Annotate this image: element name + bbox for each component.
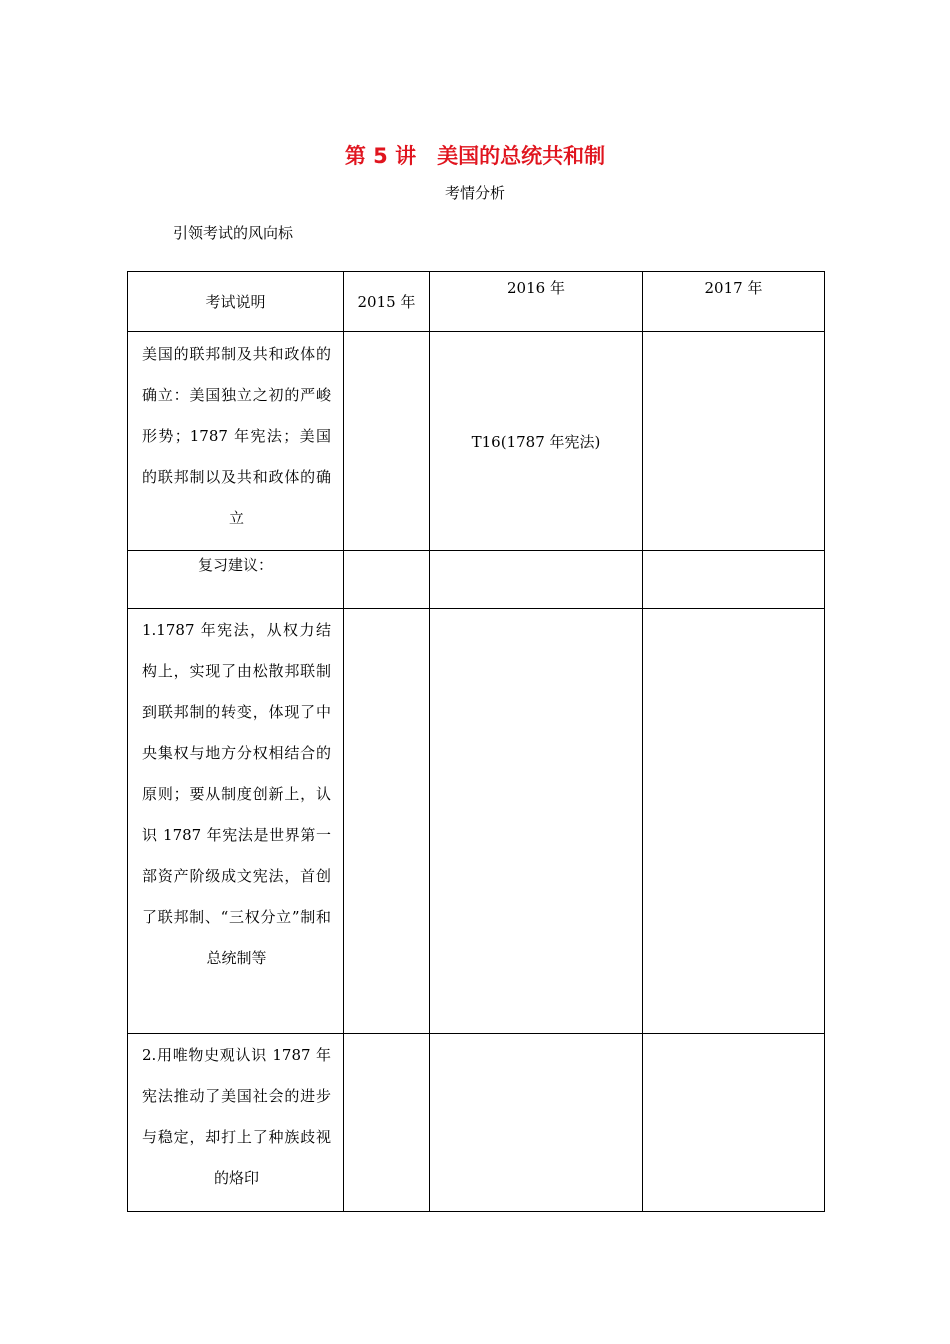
table-row	[128, 609, 825, 1034]
year-2015-cell	[344, 332, 430, 551]
year-2015-cell	[344, 1034, 430, 1212]
year-2017-cell	[643, 551, 825, 609]
year-2015-cell	[344, 609, 430, 1034]
description-text: 1.1787 年宪法，从权力结构上，实现了由松散邦联制到联邦制的转变，体现了中央集权与地方分权相结合的原则；要从制度创新上，认识 1787 年宪法是世界第一部资产阶级成文宪法，首创了联邦制、“三权分立”制和总统制等	[142, 621, 331, 967]
year-2017-cell	[643, 1034, 825, 1212]
exam-analysis-table	[127, 271, 825, 1212]
year-2016-cell	[430, 551, 643, 609]
year-2016-cell	[430, 609, 643, 1034]
section-label: 引领考试的风向标	[173, 224, 294, 242]
table-row	[128, 332, 825, 551]
page-subtitle: 考情分析	[444, 184, 505, 202]
table-row	[128, 551, 825, 609]
header-year-2016: 2016 年	[430, 272, 643, 332]
year-2017-cell	[643, 609, 825, 1034]
year-2017-cell	[643, 332, 825, 551]
description-text: 美国的联邦制及共和政体的确立：美国独立之初的严峻形势；1787 年宪法；美国的联邦制以及共和政体的确立	[142, 345, 331, 527]
page-title: 第 5 讲 美国的总统共和制	[344, 144, 606, 168]
description-text: 2.用唯物史观认识 1787 年宪法推动了美国社会的进步与稳定，却打上了种族歧视的烙印	[142, 1046, 331, 1187]
table-header-row	[128, 272, 825, 332]
description-cell	[128, 332, 344, 551]
table-row	[128, 1034, 825, 1212]
description-cell	[128, 609, 344, 1034]
header-year-2017: 2017 年	[643, 272, 825, 332]
review-advice-label: 复习建议：	[128, 551, 344, 609]
year-2015-cell	[344, 551, 430, 609]
header-exam-description: 考试说明	[128, 272, 344, 332]
year-2016-cell: T16(1787 年宪法)	[430, 332, 643, 551]
year-2016-cell	[430, 1034, 643, 1212]
description-cell	[128, 1034, 344, 1212]
header-year-2015: 2015 年	[344, 272, 430, 332]
